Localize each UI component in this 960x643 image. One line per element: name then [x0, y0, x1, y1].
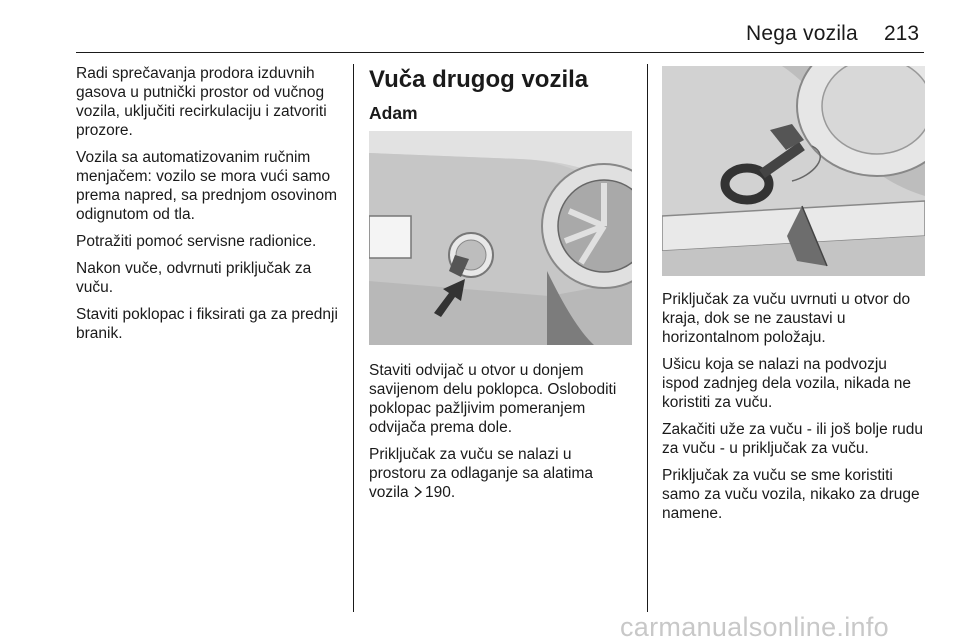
page-number: 213	[884, 22, 920, 45]
column-divider-2	[647, 64, 648, 612]
paragraph: Zakačiti uže za vuču - ili još bolje rudu za vuču - u priključak za vuču.	[662, 421, 924, 457]
paragraph: Staviti poklopac i fiksirati ga za prednji branik.	[76, 306, 338, 342]
paragraph-with-reference	[369, 445, 631, 502]
illustration-bumper-cover	[369, 131, 632, 345]
column-1	[76, 64, 342, 351]
subsection-title: Adam	[369, 103, 418, 123]
column-3	[662, 290, 928, 531]
paragraph: Priključak za vuču uvrnuti u otvor do kraja, dok se ne zaustavi u horizontalnom položaju.	[662, 291, 911, 346]
illustration-tow-eye	[662, 66, 925, 276]
page-reference-number[interactable]: 190.	[424, 484, 456, 501]
paragraph: Priključak za vuču se sme koristiti samo za vuču vozila, nikako za druge namene.	[662, 467, 920, 522]
header-section-title: Nega vozila	[746, 22, 858, 45]
paragraph: Nakon vuče, odvrnuti priključak za vuču.	[76, 260, 312, 296]
paragraph: Staviti odvijač u otvor u donjem savijenom delu poklopca. Osloboditi poklopac pažljivim pomeranjem odvijača prema dole.	[369, 362, 617, 436]
paragraph: Radi sprečavanja prodora izduvnih gasova u putnički prostor od vučnog vozila, uključiti recirkulaciju i zatvoriti prozore.	[76, 65, 327, 139]
paragraph: Ušicu koja se nalazi na podvozju ispod zadnjeg dela vozila, nikada ne koristiti za vuču.	[662, 356, 912, 411]
paragraph-text: Priključak za vuču se nalazi u prostoru za odlaganje sa alatima vozila	[369, 446, 594, 501]
paragraph: Potražiti pomoć servisne radionice.	[76, 233, 317, 250]
section-title: Vuča drugog vozila	[369, 66, 589, 93]
paragraph: Vozila sa automatizovanim ručnim menjačem: vozilo se mora vući samo prema napred, sa prednjom osovinom odignutom od tla.	[76, 149, 338, 223]
column-2	[369, 66, 631, 138]
header-rule	[76, 52, 924, 53]
watermark: carmanualsonline.info	[620, 612, 889, 642]
column-2-body	[369, 361, 631, 510]
column-divider-1	[353, 64, 354, 612]
page-reference-icon	[413, 484, 423, 496]
